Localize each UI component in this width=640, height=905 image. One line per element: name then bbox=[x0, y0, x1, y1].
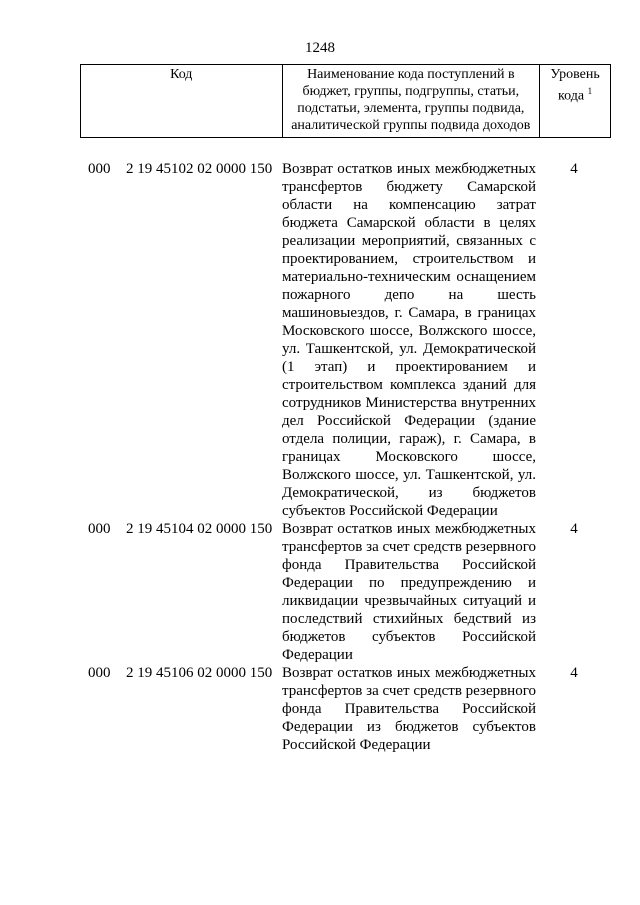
header-code bbox=[81, 65, 283, 138]
row-level: 4 bbox=[570, 665, 578, 681]
table-row bbox=[0, 664, 640, 754]
row-admin-code: 000 bbox=[88, 521, 111, 537]
header-name bbox=[282, 65, 540, 138]
table-row bbox=[0, 160, 640, 520]
row-income-code: 2 19 45106 02 0000 150 bbox=[126, 665, 273, 681]
row-income-code: 2 19 45102 02 0000 150 bbox=[126, 161, 273, 177]
table-header bbox=[80, 64, 611, 138]
header-code-label: Код bbox=[170, 67, 193, 82]
header-level-label: Уровень кода bbox=[550, 67, 600, 104]
row-level: 4 bbox=[570, 521, 578, 537]
table-body bbox=[0, 160, 640, 754]
header-level-footnote: 1 bbox=[587, 86, 593, 96]
row-name: Возврат остатков иных межбюджетных трансфертов за счет средств резервного фонда Правительства Российской Федерации по предупреждению и ликвидации чрезвычайных ситуаций и последствий стихийных бедствий из бюджетов субъектов Российской Федерации bbox=[282, 521, 536, 663]
row-name: Возврат остатков иных межбюджетных трансфертов бюджету Самарской области на компенсацию затрат бюджета Самарской области в целях реализации мероприятий, связанных с проектированием, строительством и материально-техническим оснащением пожарного депо на шесть машиновыездов, г. Самара, в границах Московского шоссе, Волжского шоссе, ул. Ташкентской, ул. Демократической (1 этап) и проектированием и строительством комплекса зданий для сотрудников Министерства внутренних дел Российской Федерации (здание отдела полиции, гараж), г. Самара, в границах Московского шоссе, Волжского шоссе, ул. Ташкентской, ул. Демократической, из бюджетов субъектов Российской Федерации bbox=[282, 161, 536, 519]
table-row bbox=[0, 520, 640, 664]
row-admin-code: 000 bbox=[88, 665, 111, 681]
header-name-label: Наименование кода поступлений в бюджет, группы, подгруппы, статьи, подстатьи, элемента, группы подвида, аналитической группы подвида доходов bbox=[291, 67, 531, 133]
row-income-code: 2 19 45104 02 0000 150 bbox=[126, 521, 273, 537]
page-number: 1248 bbox=[305, 40, 335, 56]
row-admin-code: 000 bbox=[88, 161, 111, 177]
header-level bbox=[540, 65, 611, 138]
row-name: Возврат остатков иных межбюджетных трансфертов за счет средств резервного фонда Правительства Российской Федерации из бюджетов субъектов Российской Федерации bbox=[282, 665, 536, 753]
row-level: 4 bbox=[570, 161, 578, 177]
